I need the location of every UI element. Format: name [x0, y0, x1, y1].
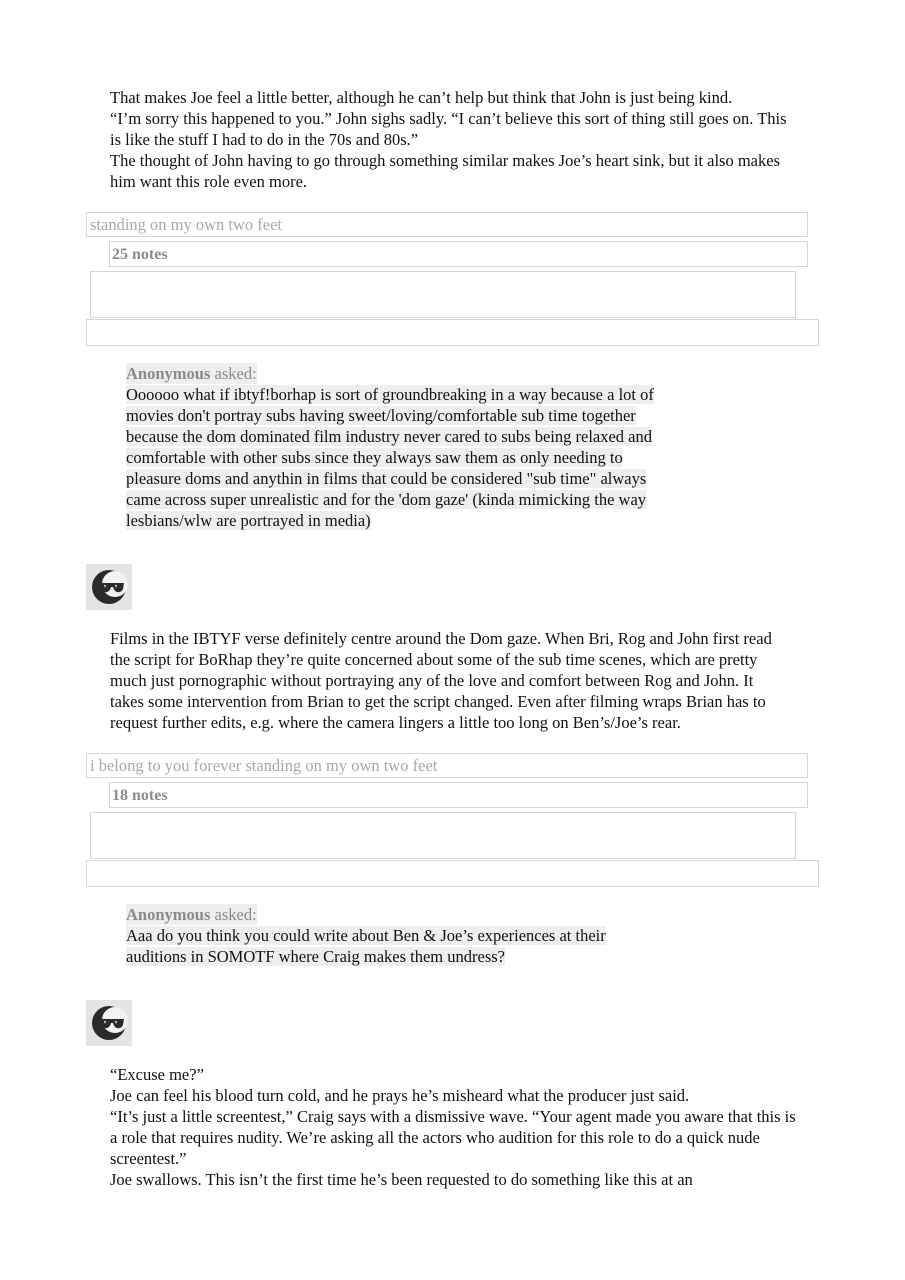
ask1-question-line: Oooooo what if ibtyf!borhap is sort of groundbreaking in a way because a lot of — [126, 385, 654, 404]
answer1-separator-box — [86, 860, 819, 887]
ask1-block — [126, 363, 726, 531]
ask2-question — [126, 925, 726, 967]
ask2-asker-name[interactable]: Anonymous — [126, 905, 211, 924]
answer1-tags[interactable]: i belong to you forever standing on my own two feet — [86, 753, 808, 778]
post1-notes-count[interactable]: 25 notes — [109, 241, 808, 267]
ask2-asked-label: asked: — [214, 905, 257, 924]
sunglasses-moon-avatar-icon — [89, 1003, 129, 1043]
ask2-block — [126, 904, 726, 967]
answer1-footer-box — [90, 812, 796, 859]
post1-paragraph: The thought of John having to go through something similar makes Joe’s heart sink, but it also makes him want this role even more. — [110, 151, 780, 191]
post1-body — [110, 87, 800, 192]
ask1-question-line: lesbians/wlw are portrayed in media) — [126, 511, 371, 530]
answer1-body — [110, 628, 782, 733]
answer2-paragraph: Joe swallows. This isn’t the first time he’s been requested to do something like this at an — [110, 1170, 693, 1189]
ask1-question — [126, 384, 726, 531]
ask1-asker-line — [126, 363, 257, 384]
ask1-question-line: movies don't portray subs having sweet/loving/comfortable sub time together — [126, 406, 636, 425]
ask2-asker-line — [126, 904, 257, 925]
post1-paragraph: “I’m sorry this happened to you.” John sighs sadly. “I can’t believe this sort of thing still goes on. This is like the stuff I had to do in the 70s and 80s.” — [110, 109, 787, 149]
ask2-question-line: Aaa do you think you could write about Ben & Joe’s experiences at their — [126, 926, 606, 945]
post1-separator-box — [86, 319, 819, 346]
answer1-paragraph: Films in the IBTYF verse definitely centre around the Dom gaze. When Bri, Rog and John first read the script for BoRhap they’re quite concerned about some of the sub time scenes, which are pretty much just pornographic without portraying any of the love and comfort between Rog and John. It takes some intervention from Brian to get the script changed. Even after filming wraps Brian has to request further edits, e.g. where the camera lingers a little too long on Ben’s/Joe’s rear. — [110, 629, 772, 732]
ask1-asker-name[interactable]: Anonymous — [126, 364, 211, 383]
answer2-body — [110, 1064, 800, 1190]
ask1-question-line: came across super unrealistic and for the 'dom gaze' (kinda mimicking the way — [126, 490, 647, 509]
post1-paragraph: That makes Joe feel a little better, although he can’t help but think that John is just being kind. — [110, 88, 733, 107]
answer2-paragraph: Joe can feel his blood turn cold, and he prays he’s misheard what the producer just said. — [110, 1086, 690, 1105]
answer2-avatar[interactable] — [86, 1000, 132, 1046]
answer2-paragraph: “Excuse me?” — [110, 1065, 204, 1084]
ask1-question-line: comfortable with other subs since they always saw them as only needing to — [126, 448, 623, 467]
answer1-avatar[interactable] — [86, 564, 132, 610]
ask1-asked-label: asked: — [214, 364, 257, 383]
answer2-paragraph: “It’s just a little screentest,” Craig says with a dismissive wave. “Your agent made you aware that this is a role that requires nudity. We’re asking all the actors who audition for this role to do a quick nude screentest.” — [110, 1107, 796, 1168]
post1-footer-box — [90, 271, 796, 318]
ask2-question-line: auditions in SOMOTF where Craig makes them undress? — [126, 947, 505, 966]
sunglasses-moon-avatar-icon — [89, 567, 129, 607]
answer1-notes-count[interactable]: 18 notes — [109, 782, 808, 808]
post1-tags[interactable]: standing on my own two feet — [86, 212, 808, 237]
ask1-question-line: pleasure doms and anythin in films that could be considered "sub time" always — [126, 469, 647, 488]
ask1-question-line: because the dom dominated film industry never cared to subs being relaxed and — [126, 427, 653, 446]
